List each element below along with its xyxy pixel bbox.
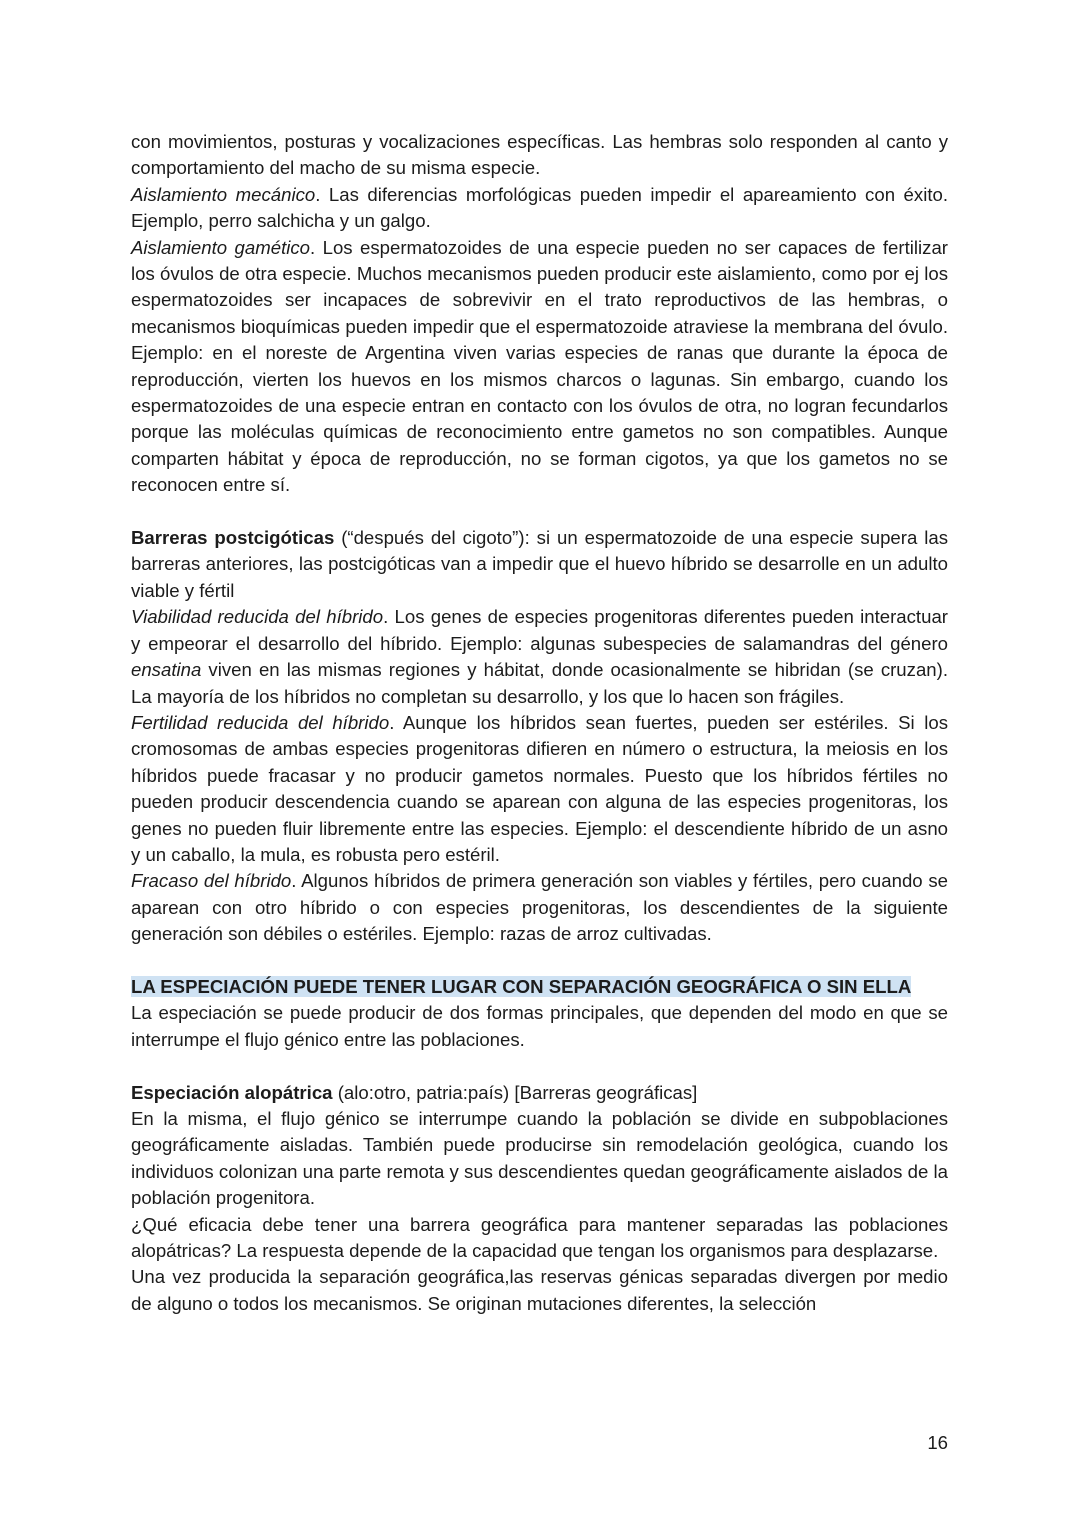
paragraph-hybrid-breakdown: [131, 868, 948, 947]
page-number: 16: [927, 1432, 948, 1453]
section-heading-text: LA ESPECIACIÓN PUEDE TENER LUGAR CON SEPARACIÓN GEOGRÁFICA O SIN ELLA: [131, 975, 912, 997]
spacer: [131, 1053, 948, 1079]
postzygotic-barriers-text: (“después del cigoto”): si un espermatozoide de una especie supera las barreras anteriores, las postcigóticas van a impedir que el huevo híbrido se desarrolle en un adulto viable y fértil: [131, 527, 948, 601]
paragraph-divergence: Una vez producida la separación geográfica,las reservas génicas separadas divergen por medio de alguno o todos los mecanismos. Se originan mutaciones diferentes, la selección: [131, 1266, 948, 1314]
paragraph-allopatric-title: [131, 1080, 948, 1106]
paragraph-speciation-intro: La especiación se puede producir de dos formas principales, que dependen del modo en que se interrumpe el flujo génico entre las poblaciones.: [131, 1002, 948, 1050]
paragraph-mechanical-isolation: [131, 182, 948, 235]
gametic-isolation-text: . Los espermatozoides de una especie pueden no ser capaces de fertilizar los óvulos de otra especie. Muchos mecanismos pueden producir este aislamiento, como por ej los espermatozoides ser incapaces de sobrevivir en el trato reproductivos de las hembras, o mecanismos bioquímicas pueden impedir que el espermatozoide atraviese la membrana del óvulo. Ejemplo: en el noreste de Argentina viven varias especies de ranas que durante la época de reproducción, vierten los huevos en los mismos charcos o lagunas. Sin embargo, cuando los espermatozoides de una especie entran en contacto con los óvulos de otra, no logran fecundarlos porque las moléculas químicas de reconocimiento entre gametos no son compatibles. Aunque comparten hábitat y época de reproducción, no se forman cigotos, ya que los gametos no se reconocen entre sí.: [131, 236, 948, 496]
allopatric-title-text: (alo:otro, patria:país) [Barreras geográficas]: [332, 1081, 698, 1103]
reduced-hybrid-viability-text-b: viven en las mismas regiones y hábitat, donde ocasionalmente se hibridan (se cruzan). La mayoría de los híbridos no completan su desarrollo, y los que lo hacen son frágiles.: [131, 659, 948, 707]
paragraph-behavioral-isolation-end: con movimientos, posturas y vocalizaciones específicas. Las hembras solo responden al canto y comportamiento del macho de su misma especie.: [131, 131, 948, 179]
paragraph-gametic-isolation: [131, 235, 948, 499]
paragraph-reduced-hybrid-fertility: [131, 710, 948, 868]
reduced-hybrid-viability-text-a: . Los genes de especies progenitoras diferentes pueden interactuar y empeorar el desarrollo del híbrido. Ejemplo: algunas subespecies de salamandras del género: [131, 606, 948, 654]
term-allopatric-speciation: Especiación alopátrica: [131, 1081, 333, 1103]
spacer: [131, 948, 948, 974]
paragraph-allopatric-description: En la misma, el flujo génico se interrumpe cuando la población se divide en subpoblaciones geográficamente aisladas. También puede producirse sin remodelación geológica, cuando los individuos colonizan una parte remota y sus descendientes quedan geográficamente aislados de la población progenitora.: [131, 1107, 948, 1209]
term-postzygotic-barriers: Barreras postcigóticas: [131, 527, 335, 549]
term-reduced-hybrid-fertility: Fertilidad reducida del híbrido: [131, 711, 390, 733]
term-reduced-hybrid-viability: Viabilidad reducida del híbrido: [131, 606, 384, 628]
term-hybrid-breakdown: Fracaso del híbrido: [131, 870, 292, 892]
mechanical-isolation-text: . Las diferencias morfológicas pueden impedir el apareamiento con éxito. Ejemplo, perro salchicha y un galgo.: [131, 183, 948, 232]
section-heading: [131, 974, 948, 1000]
term-mechanical-isolation: Aislamiento mecánico: [131, 183, 316, 205]
hybrid-breakdown-text: . Algunos híbridos de primera generación son viables y fértiles, pero cuando se aparean con otro híbrido o con especies progenitoras, los descendientes de la siguiente generación son débiles o estériles. Ejemplo: razas de arroz cultivadas.: [131, 870, 948, 945]
paragraph-geographic-barrier-question: ¿Qué eficacia debe tener una barrera geográfica para mantener separadas las poblaciones alopátricas? La respuesta depende de la capacidad que tengan los organismos para desplazarse.: [131, 1213, 948, 1262]
term-gametic-isolation: Aislamiento gamético: [131, 236, 310, 258]
spacer: [131, 499, 948, 525]
document-body: [131, 129, 948, 1317]
reduced-hybrid-fertility-text: . Aunque los híbridos sean fuertes, pueden ser estériles. Si los cromosomas de ambas especies progenitoras difieren en número o estructura, la meiosis en los híbridos puede fracasar y no producir gametos normales. Puesto que los híbridos fértiles no pueden producir descendencia cuando se aparean con alguna de las especies progenitoras, los genes no pueden fluir libremente entre las especies. Ejemplo: el descendiente híbrido de un asno y un caballo, la mula, es robusta pero estéril.: [131, 711, 948, 865]
genus-name: ensatina: [131, 659, 202, 681]
paragraph-reduced-hybrid-viability: [131, 604, 948, 710]
paragraph-postzygotic-barriers: [131, 525, 948, 604]
